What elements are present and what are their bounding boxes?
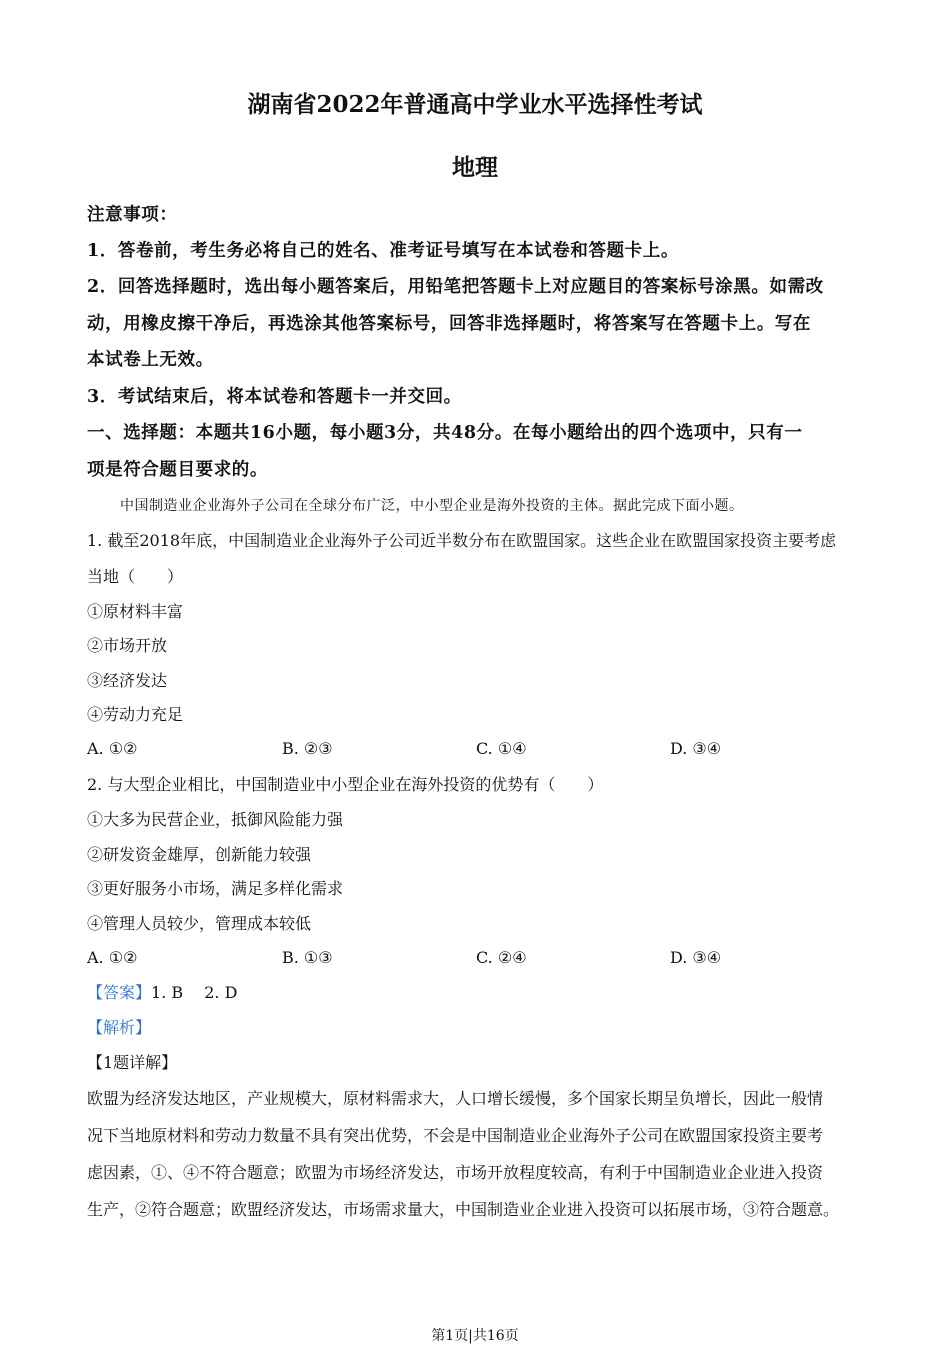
q2-option-c: C. ②④ <box>476 948 527 967</box>
q2-item: ②研发资金雄厚，创新能力较强 <box>87 845 312 864</box>
page-footer: 第1页|共16页 <box>431 1328 519 1344</box>
notes-heading: 注意事项： <box>87 205 178 225</box>
section-heading: 项是符合题目要求的。 <box>87 460 268 480</box>
analysis-label: 【解析】 <box>87 1018 152 1037</box>
q1-stem: 当地（ ） <box>87 567 184 586</box>
note-line: 3．考试结束后，将本试卷和答题卡一并交回。 <box>87 387 462 407</box>
q2-item: ③更好服务小市场，满足多样化需求 <box>87 879 344 898</box>
answer-line <box>87 983 237 1003</box>
note-line: 2．回答选择题时，选出每小题答案后，用铅笔把答题卡上对应题目的答案标号涂黑。如需改 <box>87 277 824 297</box>
explanation-line: 欧盟为经济发达地区，产业规模大，原材料需求大，人口增长缓慢，多个国家长期呈负增长，因此一般情 <box>87 1089 824 1108</box>
q1-option-b: B. ②③ <box>282 739 333 758</box>
q1-item: ④劳动力充足 <box>87 705 184 724</box>
q1-option-d: D. ③④ <box>670 739 722 758</box>
q2-option-d: D. ③④ <box>670 948 722 967</box>
q1-option-c: C. ①④ <box>476 739 527 758</box>
q1-item: ①原材料丰富 <box>87 602 184 621</box>
note-line: 本试卷上无效。 <box>87 350 214 370</box>
subject-title: 地理 <box>452 154 498 181</box>
answer-label: 【答案】 <box>87 983 152 1002</box>
exam-title: 湖南省2022年普通高中学业水平选择性考试 <box>247 91 703 118</box>
q2-option-b: B. ①③ <box>282 948 333 967</box>
detail-label: 【1题详解】 <box>87 1053 178 1072</box>
q1-stem: 1. 截至2018年底，中国制造业企业海外子公司近半数分布在欧盟国家。这些企业在欧盟国家投资主要考虑 <box>87 531 837 550</box>
q2-option-a: A. ①② <box>87 948 138 967</box>
answer-value: 1. B 2. D <box>151 983 238 1002</box>
explanation-line: 生产，②符合题意；欧盟经济发达，市场需求量大，中国制造业企业进入投资可以拓展市场，③符合题意。 <box>87 1200 840 1219</box>
q2-stem: 2. 与大型企业相比，中国制造业中小型企业在海外投资的优势有（ ） <box>87 775 604 794</box>
q2-item: ①大多为民营企业，抵御风险能力强 <box>87 810 344 829</box>
explanation-line: 虑因素，①、④不符合题意；欧盟为市场经济发达，市场开放程度较高，有利于中国制造业企业进入投资 <box>87 1163 824 1182</box>
note-line: 1．答卷前，考生务必将自己的姓名、准考证号填写在本试卷和答题卡上。 <box>87 241 679 261</box>
q2-item: ④管理人员较少，管理成本较低 <box>87 914 312 933</box>
note-line: 动，用橡皮擦干净后，再选涂其他答案标号，回答非选择题时，将答案写在答题卡上。写在 <box>87 314 811 334</box>
material-intro: 中国制造业企业海外子公司在全球分布广泛，中小型企业是海外投资的主体。据此完成下面小题。 <box>120 498 744 514</box>
explanation-line: 况下当地原材料和劳动力数量不具有突出优势，不会是中国制造业企业海外子公司在欧盟国家投资主要考 <box>87 1126 824 1145</box>
section-heading: 一、选择题：本题共16小题，每小题3分，共48分。在每小题给出的四个选项中，只有一 <box>87 423 803 443</box>
q1-item: ②市场开放 <box>87 636 168 655</box>
q1-item: ③经济发达 <box>87 671 168 690</box>
q1-option-a: A. ①② <box>87 739 138 758</box>
